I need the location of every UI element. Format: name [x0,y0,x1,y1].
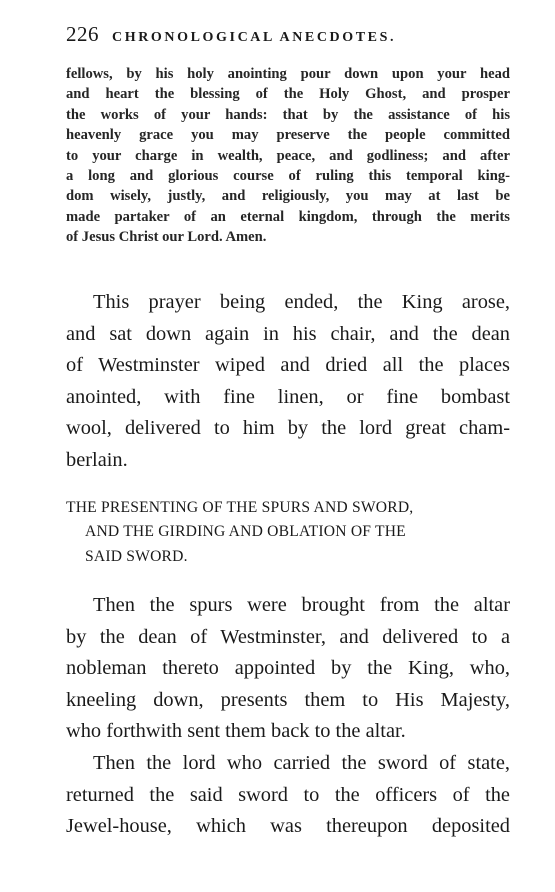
text-line: wool, delivered to him by the lord great cham- [66,417,510,440]
page-header [66,22,396,47]
text-line: Jewel-house, which was thereupon deposited [66,815,510,838]
text-line: returned the said sword to the officers of the [66,783,510,806]
text-line: a long and glorious course of ruling this temporal king- [66,168,510,185]
text-line: to your charge in wealth, peace, and godliness; and after [66,147,510,164]
text-line: dom wisely, justly, and religiously, you may at last be [66,188,510,205]
section-heading [66,496,510,569]
text-line: Then the spurs were brought from the altar [93,594,510,616]
paragraph-prayer-ended [66,287,510,477]
text-line: the works of your hands: that by the assistance of his [66,106,510,123]
text-line: Then the lord who carried the sword of state, [93,752,510,774]
heading-line: THE PRESENTING OF THE SPURS AND SWORD, [66,499,414,516]
text-line: and sat down again in his chair, and the dean [66,322,510,345]
heading-line: AND THE GIRDING AND OBLATION OF THE [85,523,406,541]
heading-line: SAID SWORD. [85,547,188,565]
page-number: 226 [66,22,99,46]
paragraph-sword-of-state [66,748,510,843]
text-line: made partaker of an eternal kingdom, through the merits [66,208,510,225]
running-head: CHRONOLOGICAL ANECDOTES. [112,30,397,45]
text-line: who forthwith sent them back to the altar. [66,720,406,743]
text-line: by the dean of Westminster, and delivered to a [66,625,510,648]
text-line: berlain. [66,448,128,471]
text-line: heavenly grace you may preserve the people committed [66,127,510,144]
paragraph-spurs [66,590,510,748]
prayer-text [66,64,510,248]
text-line: and heart the blessing of the Holy Ghost, and prosper [66,86,510,103]
text-line: fellows, by his holy anointing pour down upon your head [66,66,510,82]
text-line: of Westminster wiped and dried all the places [66,354,510,377]
text-line: nobleman thereto appointed by the King, who, [66,657,510,680]
text-line: This prayer being ended, the King arose, [93,291,510,313]
text-line: of Jesus Christ our Lord. Amen. [66,229,267,246]
text-line: kneeling down, presents them to His Majesty, [66,688,510,711]
text-line: anointed, with fine linen, or fine bombast [66,385,510,408]
